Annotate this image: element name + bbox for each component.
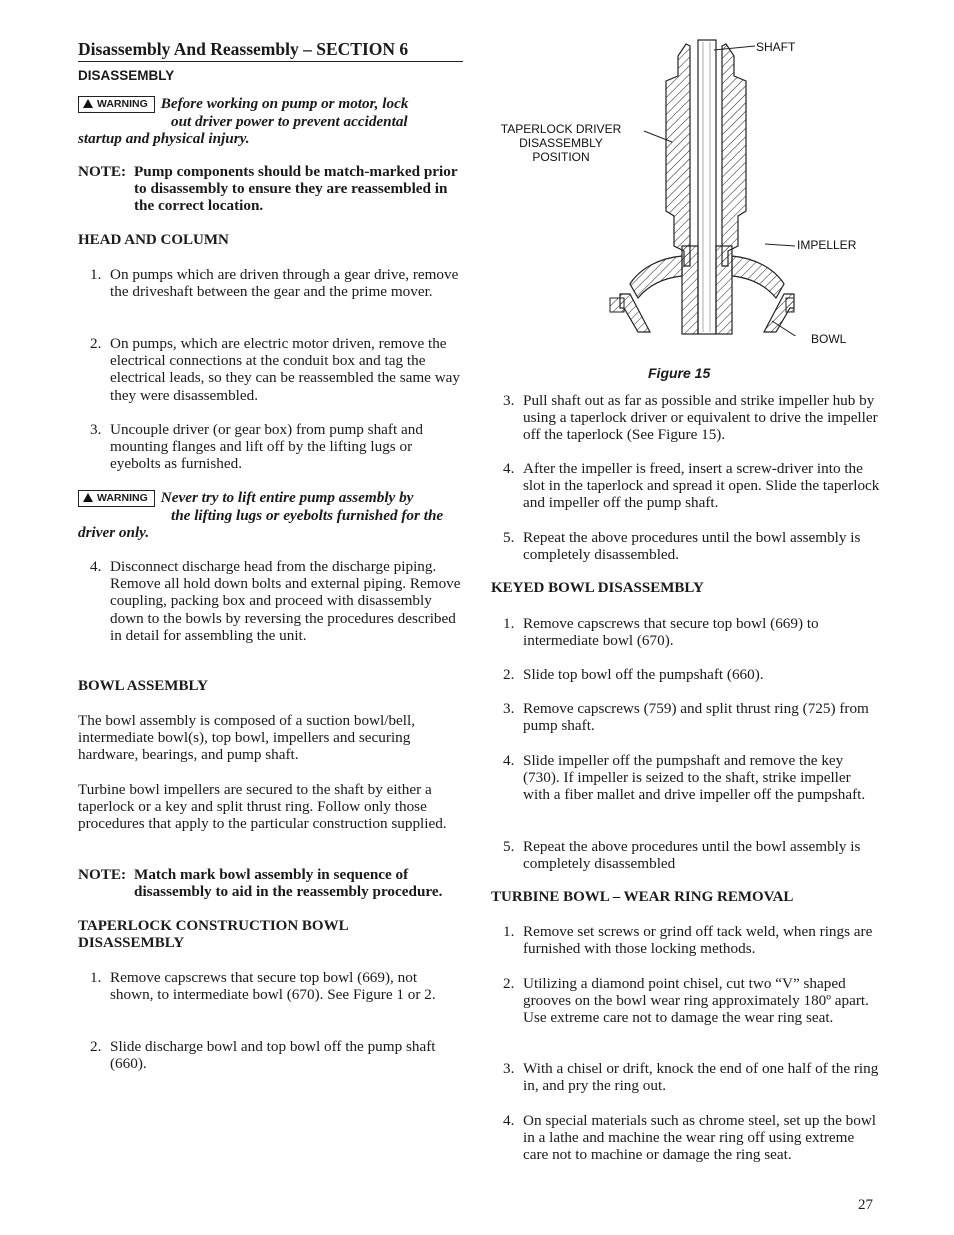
keyed-heading: KEYED BOWL DISASSEMBLY xyxy=(491,580,704,596)
warning1-line3: startup and physical injury. xyxy=(78,130,250,148)
figure-label-impeller: IMPELLER xyxy=(797,238,857,252)
list-item: 3. Uncouple driver (or gear box) from pump shaft and mounting flanges and lift off by the lifting lugs or eyebolts as furnished. xyxy=(90,421,423,473)
figure-caption: Figure 15 xyxy=(648,365,711,381)
warning1-line2: out driver power to prevent accidental xyxy=(171,113,408,130)
list-item: 4. On special materials such as chrome steel, set up the bowl in a lathe and machine the wear ring off using extreme care not to machine or damage the ring seat. xyxy=(503,1112,877,1164)
list-item: 1. On pumps which are driven through a gear drive, remove the driveshaft between the gear and the prime mover. xyxy=(90,266,459,301)
bowl-assembly-heading: BOWL ASSEMBLY xyxy=(78,678,208,694)
warning-badge: WARNING xyxy=(78,96,155,113)
list-item: 1. Remove capscrews that secure top bowl (669) to intermediate bowl (670). xyxy=(503,615,819,650)
list-item: 2. Slide top bowl off the pumpshaft (660). xyxy=(503,666,764,683)
list-item: 5. Repeat the above procedures until the bowl assembly is completely disassembled xyxy=(503,838,861,873)
figure-label-driver: TAPERLOCK DRIVER DISASSEMBLY POSITION xyxy=(500,122,622,164)
warning-badge: WARNING xyxy=(78,490,155,507)
list-item: 2. Slide discharge bowl and top bowl off the pump shaft (660). xyxy=(90,1038,436,1073)
warning-block-2 xyxy=(78,489,464,541)
figure-label-shaft: SHAFT xyxy=(756,40,796,54)
warning-triangle-icon xyxy=(83,493,93,502)
note-1: NOTE: Pump components should be match-marked prior to disassembly to ensure they are reassembled in the correct location. xyxy=(78,163,458,215)
warning-block-1 xyxy=(78,95,464,147)
list-item: 1. Remove capscrews that secure top bowl (669), not shown, to intermediate bowl (670). See Figure 1 or 2. xyxy=(90,969,436,1004)
list-item: 2. On pumps, which are electric motor driven, remove the electrical connections at the conduit box and tag the electrical leads, so they can be reassembled the same way they were disassembled. xyxy=(90,335,461,404)
list-item: 3. With a chisel or drift, knock the end of one half of the ring in, and pry the ring out. xyxy=(503,1060,879,1095)
figure-label-bowl: BOWL xyxy=(811,332,847,346)
taperlock-heading: TAPERLOCK CONSTRUCTION BOWL DISASSEMBLY xyxy=(78,918,348,951)
list-item: 3. Pull shaft out as far as possible and strike impeller hub by using a taperlock driver or equivalent to drive the impeller off the taperlock (See Figure 15). xyxy=(503,392,878,444)
warning2-line2: the lifting lugs or eyebolts furnished for the xyxy=(171,507,444,524)
section-title: Disassembly And Reassembly – SECTION 6 xyxy=(78,39,463,62)
disassembly-heading: DISASSEMBLY xyxy=(78,68,175,83)
warning2-line1: Never try to lift entire pump assembly by xyxy=(160,489,414,506)
warning1-line1: Before working on pump or motor, lock xyxy=(160,95,409,112)
bowl-paragraph-1: The bowl assembly is composed of a suction bowl/bell, intermediate bowl(s), top bowl, impellers and securing hardware, bearings, and pump shaft. xyxy=(78,712,416,764)
wear-ring-heading: TURBINE BOWL – WEAR RING REMOVAL xyxy=(491,889,794,905)
list-item: 3. Remove capscrews (759) and split thrust ring (725) from pump shaft. xyxy=(503,700,869,735)
warning-triangle-icon xyxy=(83,99,93,108)
figure-15-diagram xyxy=(600,36,800,336)
list-item: 1. Remove set screws or grind off tack weld, when rings are furnished with those locking methods. xyxy=(503,923,873,958)
list-item: 5. Repeat the above procedures until the bowl assembly is completely disassembled. xyxy=(503,529,861,564)
page-number: 27 xyxy=(858,1197,873,1213)
list-item: 4. Slide impeller off the pumpshaft and remove the key (730). If impeller is seized to the shaft, strike impeller with a fiber mallet and drive impeller off the pumpshaft. xyxy=(503,752,866,804)
list-item: 4. After the impeller is freed, insert a screw-driver into the slot in the taperlock and spread it open. Slide the taperlock and impeller off the pump shaft. xyxy=(503,460,880,512)
bowl-paragraph-2: Turbine bowl impellers are secured to the shaft by either a taperlock or a key and split thrust ring. Follow only those procedures that apply to the particular construction supplied. xyxy=(78,781,447,833)
warning2-line3: driver only. xyxy=(78,524,150,542)
note-2: NOTE: Match mark bowl assembly in sequence of disassembly to aid in the reassembly procedure. xyxy=(78,866,443,901)
list-item: 4. Disconnect discharge head from the discharge piping. Remove all hold down bolts and external piping. Remove coupling, packing box and proceed with disassembly down to the bowls by reversing the procedures described in detail for assembling the unit. xyxy=(90,558,461,644)
list-item: 2. Utilizing a diamond point chisel, cut two “V” shaped grooves on the bowl wear ring approximately 180º apart. Use extreme care not to damage the wear ring seat. xyxy=(503,975,869,1027)
head-column-heading: HEAD AND COLUMN xyxy=(78,232,229,248)
